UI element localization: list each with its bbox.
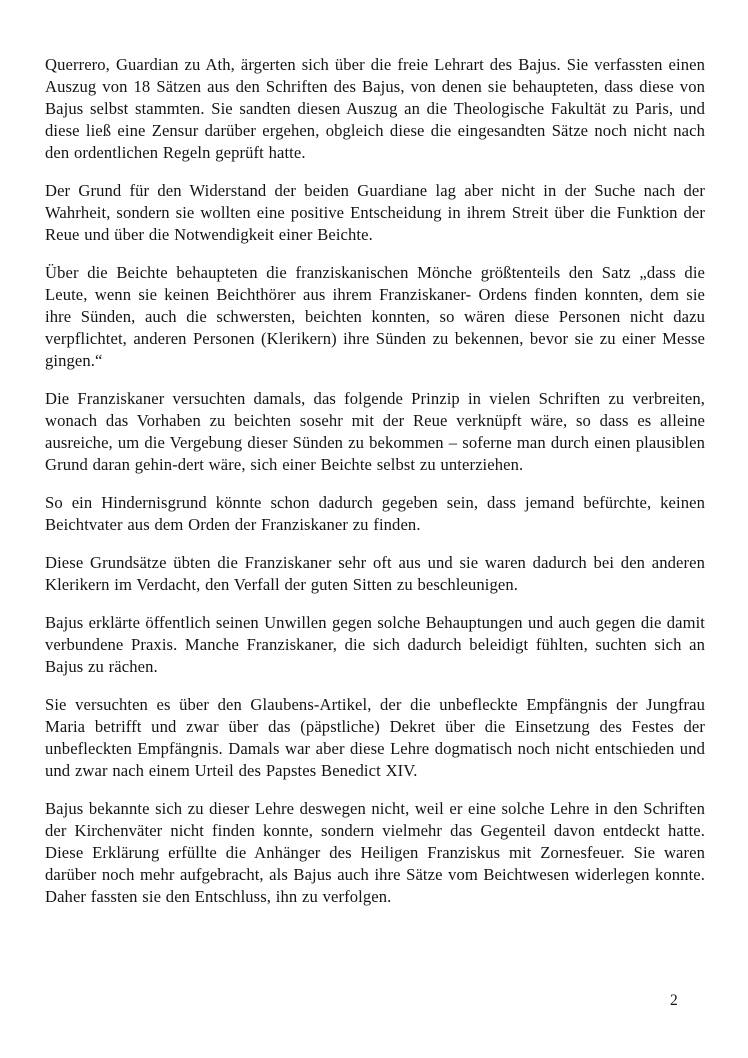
paragraph: Bajus erklärte öffentlich seinen Unwillen gegen solche Behauptungen und auch gegen die damit verbundene Praxis. Manche Franziskaner, die sich dadurch beleidigt fühlten, suchten sich an Bajus zu rächen. [45,613,705,676]
paragraph: Bajus bekannte sich zu dieser Lehre deswegen nicht, weil er eine solche Lehre in den Schriften der Kirchenväter nicht finden konnte, sondern vielmehr das Gegenteil davon entdeckt hatte. Diese Erklärung erfüllte die Anhänger des Heiligen Franziskus mit Zornesfeuer. Sie waren darüber noch mehr aufgebracht, als Bajus auch ihre Sätze vom Beichtwesen widerlegen konnte. Daher fassten sie den Entschluss, ihn zu verfolgen. [45,799,705,906]
paragraph: Querrero, Guardian zu Ath, ärgerten sich über die freie Lehrart des Bajus. Sie verfassten einen Auszug von 18 Sätzen aus den Schriften des Bajus, von denen sie behaupteten, dass diese von Bajus selbst stammten. Sie sandten diesen Auszug an die Theologische Fakultät zu Paris, und diese ließ eine Zensur darüber ergehen, obgleich diese die eingesandten Sätze noch nicht nach den ordentlichen Regeln geprüft hatte. [45,55,705,162]
paragraph: Sie versuchten es über den Glaubens-Artikel, der die unbefleckte Empfängnis der Jungfrau Maria betrifft und zwar über das (päpstliche) Dekret über die Einsetzung des Festes der unbefleckten Empfängnis. Damals war aber diese Lehre dogmatisch noch nicht entschieden und und zwar nach einem Urteil des Papstes Benedict XIV. [45,695,705,780]
paragraph: Die Franziskaner versuchten damals, das folgende Prinzip in vielen Schriften zu verbreiten, wonach das Vorhaben zu beichten sosehr mit der Reue verknüpft wäre, so dass es alleine ausreiche, um die Vergebung dieser Sünden zu bekommen – soferne man durch einen plausiblen Grund daran gehin-dert wäre, sich einer Beichte selbst zu unterziehen. [45,389,705,474]
page-number: 2 [670,992,678,1009]
paragraph: So ein Hindernisgrund könnte schon dadurch gegeben sein, dass jemand befürchte, keinen Beichtvater aus dem Orden der Franziskaner zu finden. [45,493,705,534]
paragraph: Über die Beichte behaupteten die franziskanischen Mönche größtenteils den Satz „dass die Leute, wenn sie keinen Beichthörer aus ihrem Franziskaner- Ordens finden konnten, dem sie ihre Sünden, auch die schwersten, beichten konnten, so wären diese Personen nicht dazu verpflichtet, anderen Personen (Klerikern) ihre Sünden zu bekennen, bevor sie zu einer Messe gingen.“ [45,263,705,370]
paragraph: Diese Grundsätze übten die Franziskaner sehr oft aus und sie waren dadurch bei den anderen Klerikern im Verdacht, den Verfall der guten Sitten zu beschleunigen. [45,553,705,594]
document-body [45,54,705,908]
paragraph: Der Grund für den Widerstand der beiden Guardiane lag aber nicht in der Suche nach der Wahrheit, sondern sie wollten eine positive Entscheidung in ihrem Streit über die Funktion der Reue und über die Notwendigkeit einer Beichte. [45,181,705,244]
